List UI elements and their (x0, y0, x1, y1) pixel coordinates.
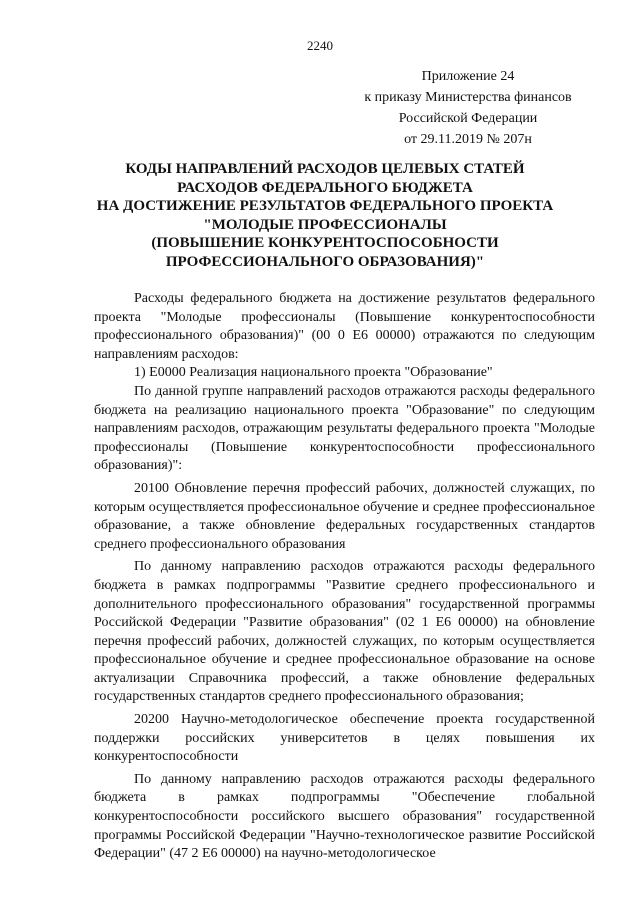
title-line: РАСХОДОВ ФЕДЕРАЛЬНОГО БЮДЖЕТА (177, 179, 473, 196)
title-line: ПРОФЕССИОНАЛЬНОГО ОБРАЗОВАНИЯ)" (165, 253, 485, 270)
title-line: НА ДОСТИЖЕНИЕ РЕЗУЛЬТАТОВ ФЕДЕРАЛЬНОГО ПРОЕКТА (96, 198, 554, 214)
body-paragraph: Расходы федерального бюджета на достижение результатов федерального проекта "Молодые профессионалы (Повышение конкурентоспособности профессионального образования)" (00 0 Е6 00000) отражаются по следующим направлениям расходов: (94, 291, 595, 362)
page-number: 2240 (307, 38, 333, 53)
title-line: "МОЛОДЫЕ ПРОФЕССИОНАЛЫ (203, 216, 447, 233)
appendix-line: к приказу Министерства финансов (364, 90, 572, 105)
appendix-line: от 29.11.2019 № 207н (404, 132, 532, 147)
body-paragraph: По данной группе направлений расходов отражаются расходы федерального бюджета на реализацию национального проекта "Образование" по следующим направлениям расходов, отражающим результаты федерального проекта "Молодые профессионалы (Повышение конкурентоспособности профессионального образования)": (94, 383, 595, 474)
body-paragraph: По данному направлению расходов отражаются расходы федерального бюджета в рамках подпрограммы "Обеспечение глобальной конкурентоспособности российского высшего образования" государственной программы Российской Федерации "Научно-технологическое развитие Российской Федерации" (47 2 Е6 00000) на научно-методологическое (94, 771, 595, 862)
body-paragraph: По данному направлению расходов отражаются расходы федерального бюджета в рамках подпрограммы "Развитие среднего профессионального и дополнительного профессионального образования" государственной программы Российской Федерации "Развитие образования" (02 1 Е6 00000) на обновление перечня профессий рабочих, должностей служащих, по которым осуществляется профессиональное обучение и среднее профессиональное образование на основе актуализации Справочника профессий, а также обновление федеральных государственных стандартов среднего профессионального образования; (94, 559, 595, 705)
appendix-line: Российской Федерации (398, 111, 538, 126)
body-paragraph: 20200 Научно-методологическое обеспечение проекта государственной поддержки российских университетов в целях повышения их конкурентоспособности (94, 712, 595, 765)
appendix-header (348, 66, 588, 150)
title-line: КОДЫ НАПРАВЛЕНИЙ РАСХОДОВ ЦЕЛЕВЫХ СТАТЕЙ (125, 161, 525, 177)
document-body (94, 290, 595, 864)
document-title (60, 160, 590, 271)
title-line: (ПОВЫШЕНИЕ КОНКУРЕНТОСПОСОБНОСТИ (151, 235, 499, 251)
body-paragraph: 1) Е0000 Реализация национального проекта "Образование" (134, 365, 493, 381)
appendix-line: Приложение 24 (421, 69, 515, 84)
body-paragraph: 20100 Обновление перечня профессий рабочих, должностей служащих, по которым осуществляется профессиональное обучение и среднее профессиональное образование, а также обновление федеральных государственных стандартов среднего профессионального образования (94, 480, 595, 552)
